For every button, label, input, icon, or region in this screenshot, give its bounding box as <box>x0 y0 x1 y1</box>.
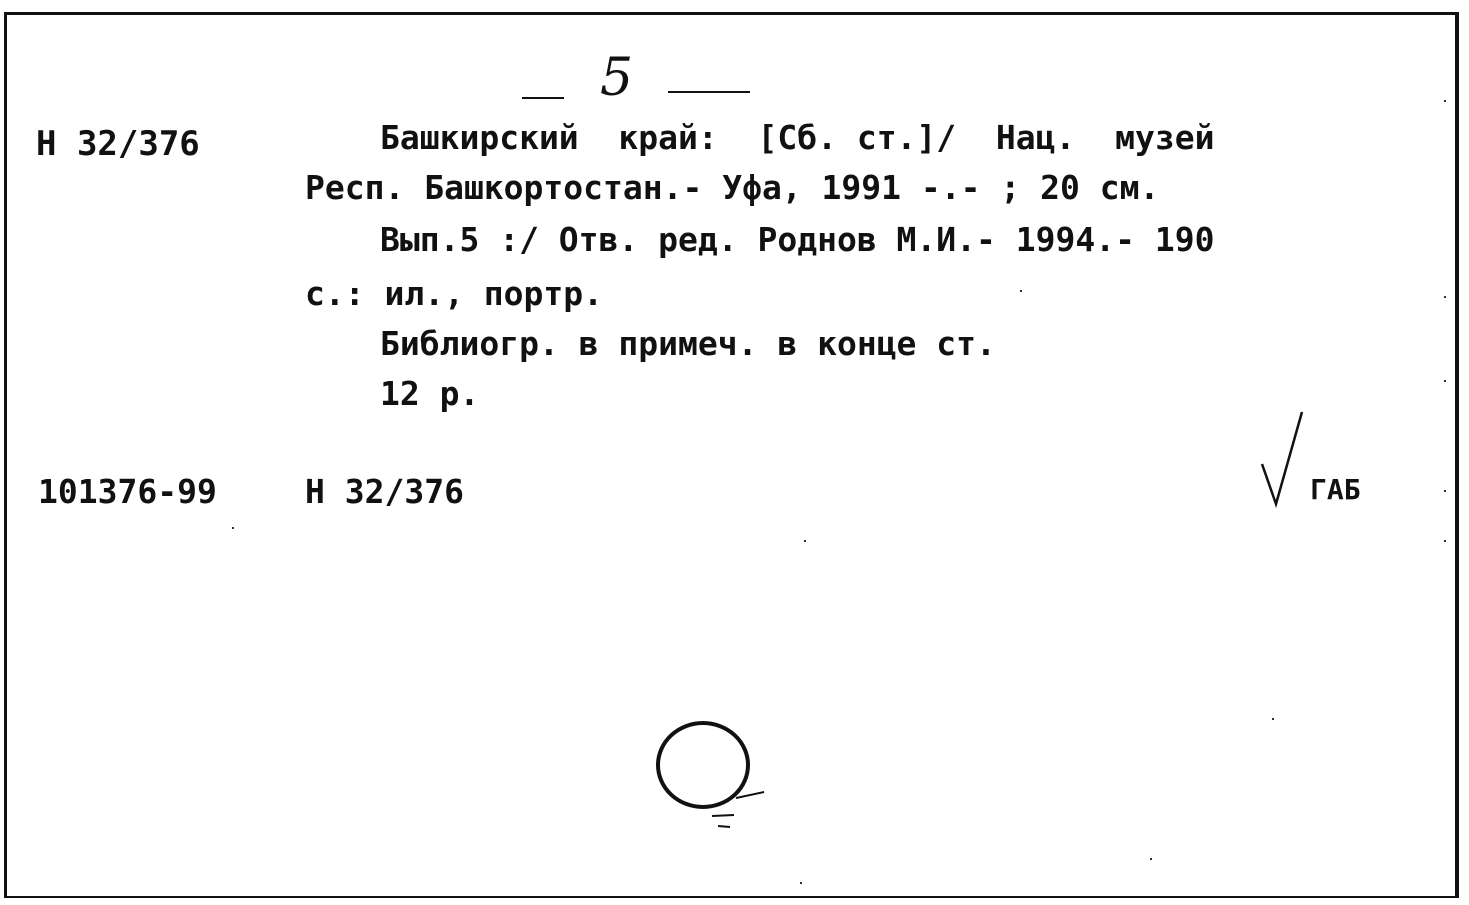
bibliography-note: Библиогр. в примеч. в конце ст. <box>380 324 996 363</box>
title-line-2: Респ. Башкортостан.- Уфа, 1991 -.- ; 20 см. <box>305 168 1160 207</box>
page-number-left-dash <box>522 97 564 99</box>
inventory-number: 101376-99 <box>38 472 217 511</box>
scan-speck <box>804 540 806 542</box>
scan-speck <box>1444 380 1446 382</box>
call-number-bottom: Н 32/376 <box>305 472 464 511</box>
volume-line-2: с.: ил., портр. <box>305 274 604 313</box>
page-number-right-dash <box>668 91 750 93</box>
scan-speck <box>800 882 802 884</box>
check-mark-icon <box>1258 408 1308 512</box>
punch-hole-icon <box>648 712 778 838</box>
call-number: Н 32/376 <box>36 124 200 164</box>
scan-speck <box>1150 858 1152 860</box>
scan-speck <box>1444 540 1446 542</box>
library-mark: ГАБ <box>1310 473 1361 506</box>
scan-speck <box>1444 296 1446 298</box>
title-line-1: Башкирский край: [Сб. ст.]/ Нац. музей <box>380 118 1215 157</box>
price: 12 р. <box>380 374 480 413</box>
page-number-handwritten: 5 <box>600 48 634 108</box>
scan-speck <box>1020 290 1022 292</box>
volume-line-1: Вып.5 :/ Отв. ред. Роднов М.И.- 1994.- 190 <box>380 220 1215 259</box>
scan-speck <box>232 527 234 529</box>
scan-speck <box>1444 100 1446 102</box>
scan-speck <box>1444 490 1446 492</box>
scan-speck <box>1272 718 1274 720</box>
